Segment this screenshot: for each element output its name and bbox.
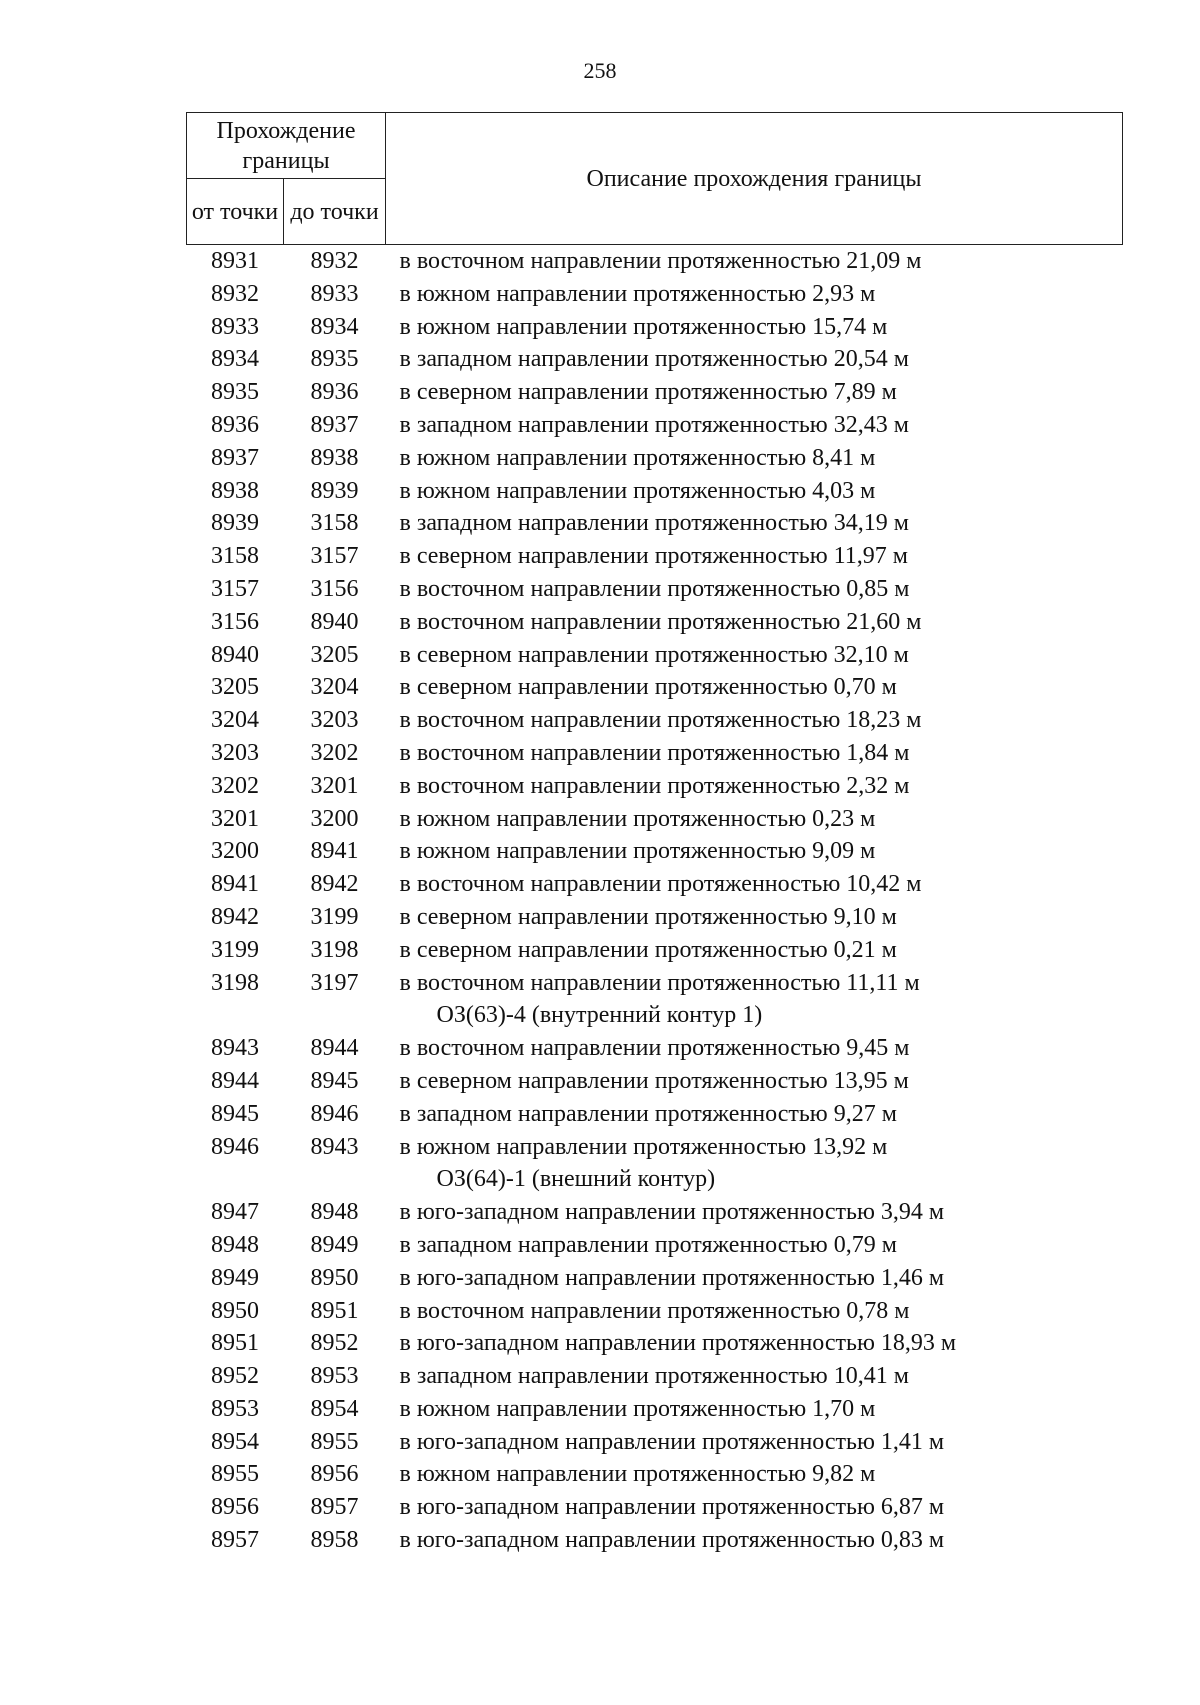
description-cell: в восточном направлении протяженностью 10,42 м bbox=[399, 871, 922, 898]
description-cell: в западном направлении протяженностью 0,79 м bbox=[399, 1231, 897, 1258]
from-point-cell: 8949 bbox=[211, 1264, 259, 1291]
table-row bbox=[187, 1491, 1123, 1524]
table-row bbox=[187, 1327, 1123, 1360]
table-row bbox=[187, 245, 1123, 278]
description-cell: в северном направлении протяженностью 0,70 м bbox=[399, 674, 897, 701]
to-point-cell: 8954 bbox=[310, 1395, 359, 1422]
from-point-cell: 8950 bbox=[211, 1297, 259, 1324]
table-row bbox=[187, 770, 1123, 803]
table-row bbox=[187, 1426, 1123, 1459]
from-point-cell: 8938 bbox=[211, 477, 259, 504]
description-cell: в восточном направлении протяженностью 18,23 м bbox=[399, 707, 922, 734]
table-body bbox=[187, 245, 1123, 1557]
table-row bbox=[187, 573, 1123, 606]
from-point-cell: 3204 bbox=[211, 707, 259, 734]
description-cell: в южном направлении протяженностью 0,23 м bbox=[399, 805, 876, 832]
to-point-cell: 3202 bbox=[310, 739, 359, 766]
from-point-cell: 8936 bbox=[211, 411, 259, 438]
table-row bbox=[187, 606, 1123, 639]
from-point-cell: 8935 bbox=[211, 379, 259, 406]
table-row bbox=[187, 475, 1123, 508]
from-point-cell: 8939 bbox=[211, 510, 259, 537]
table-row bbox=[187, 1196, 1123, 1229]
to-point-cell: 8935 bbox=[310, 346, 359, 373]
table-row bbox=[187, 376, 1123, 409]
to-point-cell: 8951 bbox=[310, 1297, 359, 1324]
description-cell: в южном направлении протяженностью 9,82 м bbox=[399, 1461, 876, 1488]
from-point-cell: 3205 bbox=[211, 674, 259, 701]
description-cell: в северном направлении протяженностью 32,10 м bbox=[399, 641, 909, 668]
to-point-cell: 3198 bbox=[310, 936, 359, 963]
description-cell: в северном направлении протяженностью 13,95 м bbox=[399, 1067, 909, 1094]
table-row bbox=[187, 671, 1123, 704]
table-row bbox=[187, 967, 1123, 1000]
description-cell: в восточном направлении протяженностью 9,45 м bbox=[399, 1035, 910, 1062]
to-point-cell: 8952 bbox=[310, 1330, 359, 1357]
description-cell: в южном направлении протяженностью 1,70 м bbox=[399, 1395, 876, 1422]
header-to-point: до точки bbox=[284, 179, 386, 245]
description-cell: в южном направлении протяженностью 2,93 м bbox=[399, 280, 876, 307]
to-point-cell: 8944 bbox=[310, 1035, 359, 1062]
description-cell: в южном направлении протяженностью 4,03 м bbox=[399, 477, 876, 504]
from-point-cell: 8933 bbox=[211, 313, 259, 340]
to-point-cell: 8941 bbox=[310, 838, 359, 865]
description-cell: в западном направлении протяженностью 10,41 м bbox=[399, 1363, 909, 1390]
table-row bbox=[187, 343, 1123, 376]
from-point-cell: 3199 bbox=[211, 936, 259, 963]
description-cell: в северном направлении протяженностью 9,10 м bbox=[399, 903, 897, 930]
to-point-cell: 8932 bbox=[310, 248, 359, 274]
description-cell: в северном направлении протяженностью 11,97 м bbox=[399, 543, 908, 570]
description-cell: в юго-западном направлении протяженностью 6,87 м bbox=[399, 1494, 945, 1521]
from-point-cell: 3198 bbox=[211, 969, 259, 996]
to-point-cell: 8939 bbox=[310, 477, 359, 504]
to-point-cell: 3158 bbox=[310, 510, 359, 537]
table-row bbox=[187, 1360, 1123, 1393]
table-row bbox=[187, 442, 1123, 475]
from-point-cell: 8942 bbox=[211, 903, 259, 930]
description-cell: в южном направлении протяженностью 15,74 м bbox=[399, 313, 888, 340]
from-point-cell: 8934 bbox=[211, 346, 259, 373]
table-row bbox=[187, 1131, 1123, 1164]
to-point-cell: 3157 bbox=[310, 543, 359, 570]
from-point-cell: 8945 bbox=[211, 1100, 259, 1127]
to-point-cell: 3156 bbox=[310, 575, 359, 602]
to-point-cell: 8956 bbox=[310, 1461, 359, 1488]
boundary-table bbox=[186, 112, 1123, 1557]
from-point-cell: 3158 bbox=[211, 543, 259, 570]
from-point-cell: 8937 bbox=[211, 444, 259, 471]
to-point-cell: 8949 bbox=[310, 1231, 359, 1258]
from-point-cell: 8954 bbox=[211, 1428, 259, 1455]
to-point-cell: 8936 bbox=[310, 379, 359, 406]
to-point-cell: 3201 bbox=[310, 772, 359, 799]
description-cell: в юго-западном направлении протяженностью 1,41 м bbox=[399, 1428, 945, 1455]
from-point-cell: 8943 bbox=[211, 1035, 259, 1062]
table-row bbox=[187, 278, 1123, 311]
to-point-cell: 8943 bbox=[310, 1133, 359, 1160]
table-row bbox=[187, 901, 1123, 934]
header-description: Описание прохождения границы bbox=[386, 113, 1123, 245]
description-cell: в западном направлении протяженностью 20,54 м bbox=[399, 346, 909, 373]
table-row bbox=[187, 1393, 1123, 1426]
to-point-cell: 8955 bbox=[310, 1428, 359, 1455]
description-cell: в западном направлении протяженностью 9,27 м bbox=[399, 1100, 897, 1127]
to-point-cell: 8945 bbox=[310, 1067, 359, 1094]
from-point-cell: 8946 bbox=[211, 1133, 259, 1160]
from-point-cell: 8952 bbox=[211, 1363, 259, 1390]
table-row bbox=[187, 1065, 1123, 1098]
description-cell: в юго-западном направлении протяженностью 3,94 м bbox=[399, 1199, 945, 1226]
table-row bbox=[187, 409, 1123, 442]
table-row bbox=[187, 1524, 1123, 1557]
from-point-cell: 3200 bbox=[211, 838, 259, 865]
to-point-cell: 8958 bbox=[310, 1527, 359, 1554]
section-heading-row bbox=[187, 1163, 1123, 1196]
header-boundary-passage: Прохождение границы bbox=[187, 113, 386, 179]
table-row bbox=[187, 934, 1123, 967]
table-row bbox=[187, 803, 1123, 836]
description-cell: в западном направлении протяженностью 34,19 м bbox=[399, 510, 909, 537]
from-point-cell: 8957 bbox=[211, 1527, 259, 1554]
description-cell: в восточном направлении протяженностью 1,84 м bbox=[399, 739, 910, 766]
section-heading: ОЗ(63)-4 (внутренний контур 1) bbox=[436, 1002, 763, 1029]
to-point-cell: 3204 bbox=[310, 674, 359, 701]
from-point-cell: 8948 bbox=[211, 1231, 259, 1258]
description-cell: в южном направлении протяженностью 9,09 м bbox=[399, 838, 876, 865]
table-row bbox=[187, 737, 1123, 770]
table-row bbox=[187, 1032, 1123, 1065]
to-point-cell: 8948 bbox=[310, 1199, 359, 1226]
description-cell: в юго-западном направлении протяженностью 0,83 м bbox=[399, 1527, 945, 1554]
to-point-cell: 8938 bbox=[310, 444, 359, 471]
from-point-cell: 8932 bbox=[211, 280, 259, 307]
to-point-cell: 8953 bbox=[310, 1363, 359, 1390]
to-point-cell: 8937 bbox=[310, 411, 359, 438]
description-cell: в юго-западном направлении протяженностью 1,46 м bbox=[399, 1264, 945, 1291]
table-row bbox=[187, 868, 1123, 901]
page-number: 258 bbox=[583, 58, 617, 83]
from-point-cell: 8941 bbox=[211, 871, 259, 898]
from-point-cell: 3202 bbox=[211, 772, 259, 799]
table-row bbox=[187, 507, 1123, 540]
description-cell: в восточном направлении протяженностью 0,85 м bbox=[399, 575, 910, 602]
table-row bbox=[187, 1458, 1123, 1491]
section-heading: ОЗ(64)-1 (внешний контур) bbox=[436, 1166, 716, 1193]
table-row bbox=[187, 1295, 1123, 1328]
description-cell: в южном направлении протяженностью 13,92 м bbox=[399, 1133, 888, 1160]
from-point-cell: 3203 bbox=[211, 739, 259, 766]
to-point-cell: 8933 bbox=[310, 280, 359, 307]
to-point-cell: 3205 bbox=[310, 641, 359, 668]
table-header bbox=[187, 113, 1123, 245]
to-point-cell: 3203 bbox=[310, 707, 359, 734]
to-point-cell: 8950 bbox=[310, 1264, 359, 1291]
section-heading-row bbox=[187, 999, 1123, 1032]
to-point-cell: 8940 bbox=[310, 608, 359, 635]
from-point-cell: 8931 bbox=[211, 248, 259, 274]
to-point-cell: 3199 bbox=[310, 903, 359, 930]
description-cell: в юго-западном направлении протяженностью 18,93 м bbox=[399, 1330, 957, 1357]
to-point-cell: 8957 bbox=[310, 1494, 359, 1521]
description-cell: в восточном направлении протяженностью 11,11 м bbox=[399, 969, 920, 996]
description-cell: в северном направлении протяженностью 0,21 м bbox=[399, 936, 897, 963]
description-cell: в восточном направлении протяженностью 21,09 м bbox=[399, 248, 922, 274]
from-point-cell: 8944 bbox=[211, 1067, 259, 1094]
table-row bbox=[187, 1262, 1123, 1295]
to-point-cell: 3200 bbox=[310, 805, 359, 832]
from-point-cell: 3157 bbox=[211, 575, 259, 602]
description-cell: в восточном направлении протяженностью 0,78 м bbox=[399, 1297, 910, 1324]
from-point-cell: 3201 bbox=[211, 805, 259, 832]
table-row bbox=[187, 835, 1123, 868]
table-row bbox=[187, 704, 1123, 737]
description-cell: в восточном направлении протяженностью 21,60 м bbox=[399, 608, 922, 635]
to-point-cell: 3197 bbox=[310, 969, 359, 996]
table-row bbox=[187, 311, 1123, 344]
to-point-cell: 8946 bbox=[310, 1100, 359, 1127]
description-cell: в восточном направлении протяженностью 2,32 м bbox=[399, 772, 910, 799]
from-point-cell: 8947 bbox=[211, 1199, 259, 1226]
from-point-cell: 8956 bbox=[211, 1494, 259, 1521]
description-cell: в южном направлении протяженностью 8,41 м bbox=[399, 444, 876, 471]
description-cell: в северном направлении протяженностью 7,89 м bbox=[399, 379, 897, 406]
table-row bbox=[187, 1229, 1123, 1262]
to-point-cell: 8934 bbox=[310, 313, 359, 340]
from-point-cell: 8951 bbox=[211, 1330, 259, 1357]
header-from-point: от точки bbox=[187, 179, 284, 245]
table-row bbox=[187, 639, 1123, 672]
from-point-cell: 8940 bbox=[211, 641, 259, 668]
from-point-cell: 8955 bbox=[211, 1461, 259, 1488]
table-row bbox=[187, 540, 1123, 573]
description-cell: в западном направлении протяженностью 32,43 м bbox=[399, 411, 909, 438]
table-row bbox=[187, 1098, 1123, 1131]
from-point-cell: 8953 bbox=[211, 1395, 259, 1422]
to-point-cell: 8942 bbox=[310, 871, 359, 898]
from-point-cell: 3156 bbox=[211, 608, 259, 635]
